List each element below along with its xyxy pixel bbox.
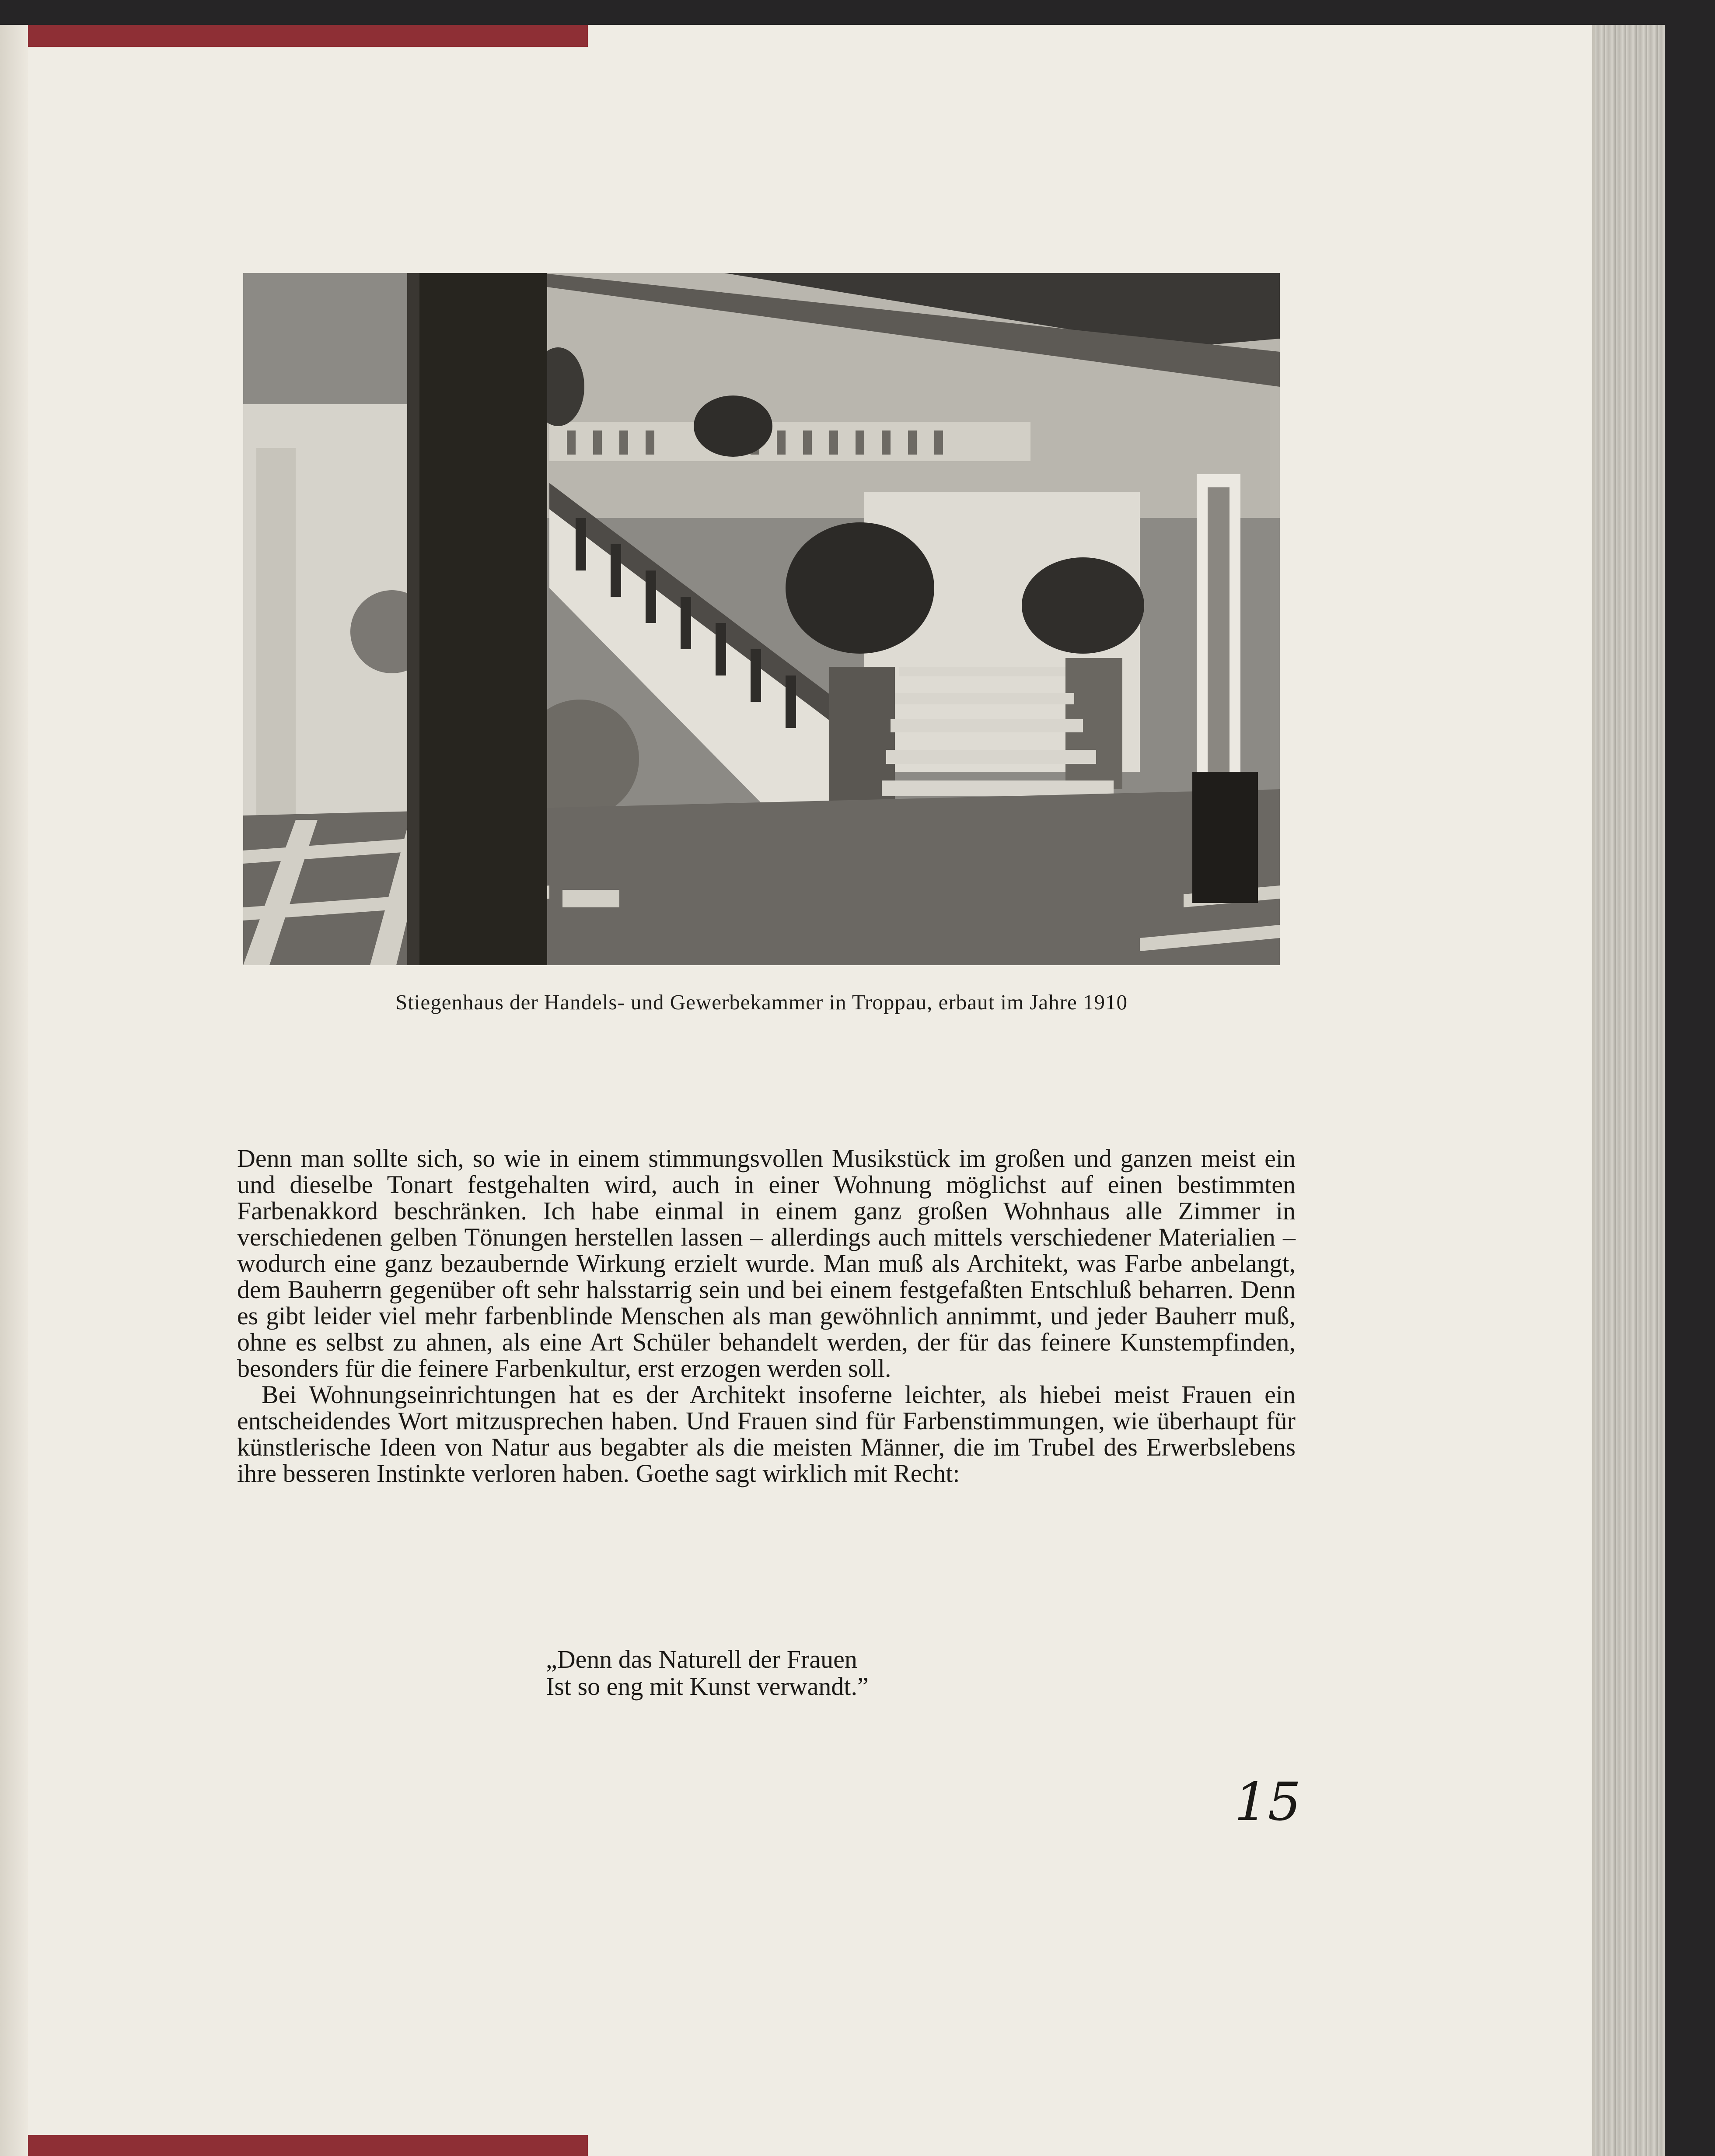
binding-top-edge: [28, 25, 588, 47]
page-block-edge: [1592, 25, 1665, 2156]
staircase-photograph: [243, 273, 1280, 965]
quote-line-2: Ist so eng mit Kunst verwandt.”: [546, 1672, 869, 1701]
body-text: [237, 1145, 1296, 1487]
binding-bottom-edge: [28, 2135, 588, 2156]
page-number: 15: [1234, 1772, 1301, 1833]
goethe-quote: [546, 1646, 869, 1700]
quote-line-1: „Denn das Naturell der Frauen: [546, 1645, 857, 1673]
paragraph-2: Bei Wohnungseinrichtungen hat es der Architekt insoferne leichter, als hiebei meist Frauen ein entscheidendes Wort mitzusprechen haben. Und Frauen sind für Farbenstimmungen, wie überhaupt für künstlerische Ideen von Natur aus begabter als die meisten Männer, die im Trubel des Erwerbslebens ihre besseren Instinkte verloren haben. Goethe sagt wirklich mit Recht:: [237, 1380, 1296, 1488]
staircase-illustration: [243, 273, 1280, 965]
facing-page-edge: [0, 25, 28, 2156]
photo-caption: Stiegenhaus der Handels- und Gewerbekammer in Troppau, erbaut im Jahre 1910: [395, 990, 1128, 1014]
paragraph-1: Denn man sollte sich, so wie in einem stimmungsvollen Musikstück im großen und ganzen meist ein und dieselbe Tonart festgehalten wird, auch in einer Wohnung möglichst auf einen bestimmten Farbenakkord beschränken. Ich habe einmal in einem ganz großen Wohnhaus alle Zimmer in verschiedenen gelben Tönungen herstellen lassen – allerdings auch mittels verschiedener Materialien – wodurch eine ganz bezaubernde Wirkung erzielt wurde. Man muß als Architekt, was Farbe anbelangt, dem Bauherrn gegenüber oft sehr halsstarrig sein und bei einem festgefaßten Entschluß beharren. Denn es gibt leider viel mehr farbenblinde Menschen als man gewöhnlich annimmt, und jeder Bauherr muß, ohne es selbst zu ahnen, als eine Art Schüler behandelt werden, der für das feinere Kunstempfinden, besonders für die feinere Farbenkultur, erst erzogen werden soll.: [237, 1144, 1296, 1382]
